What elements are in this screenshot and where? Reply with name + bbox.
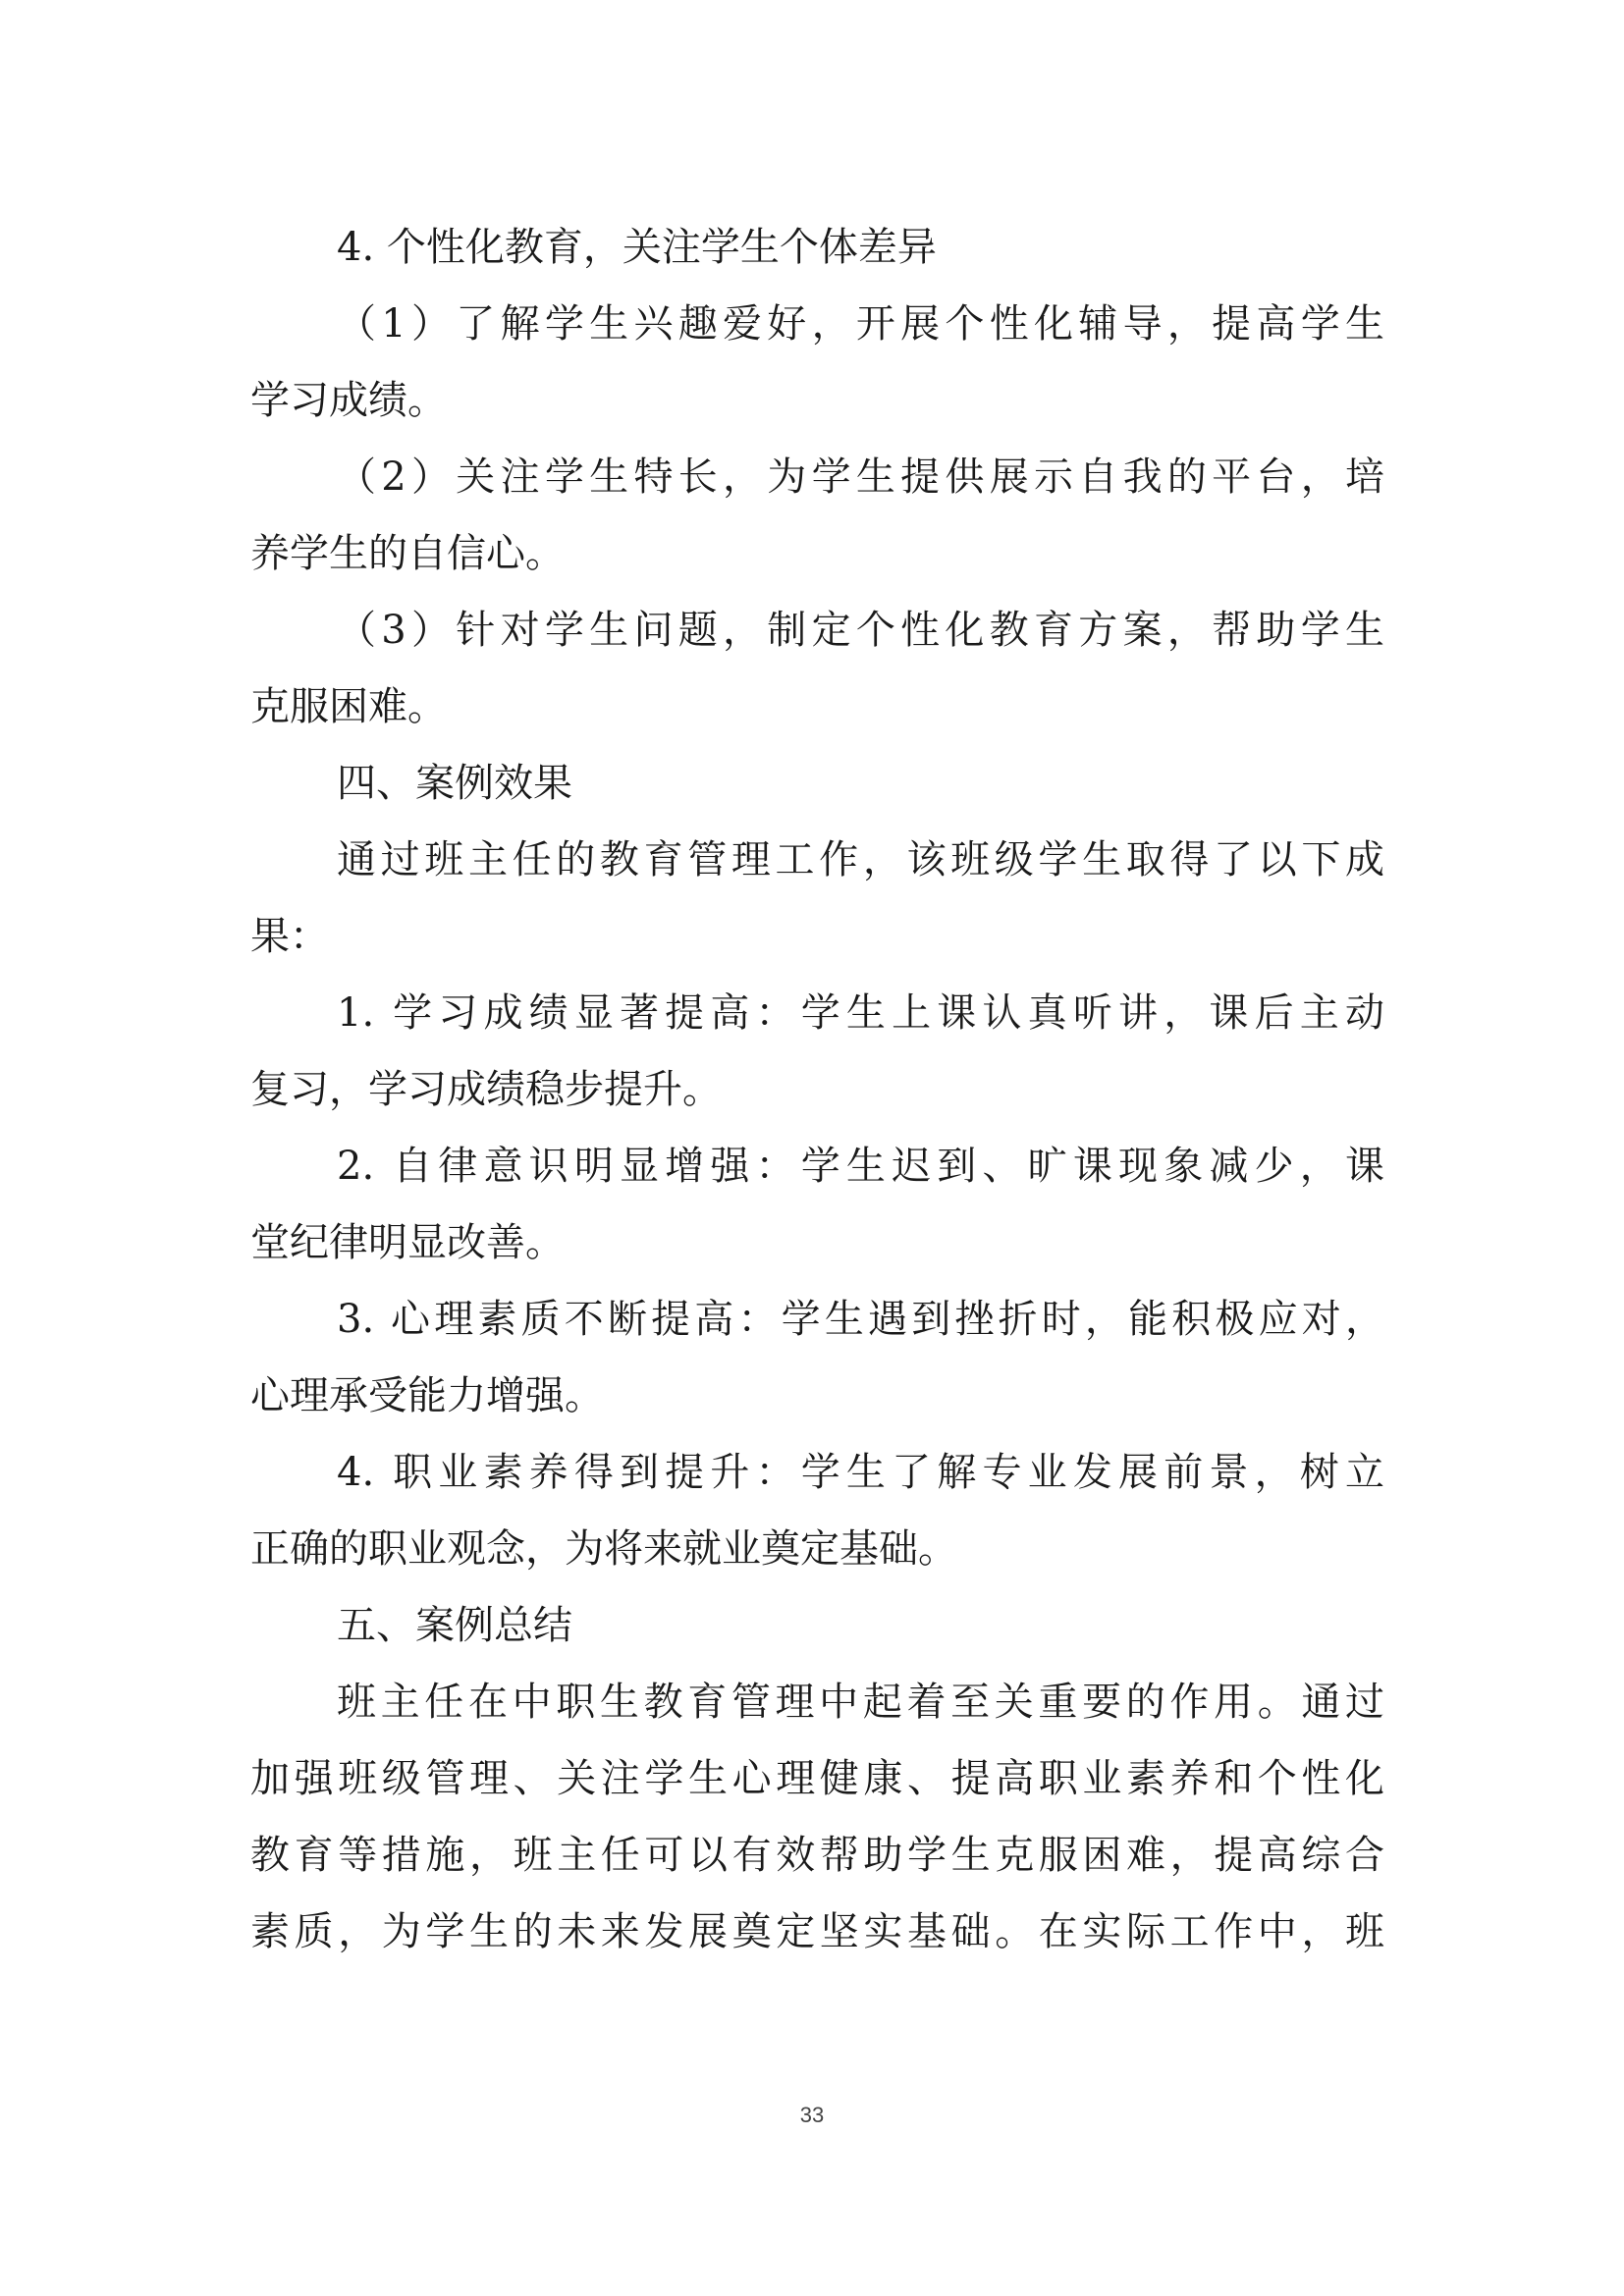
paragraph-line: 教育等措施，班主任可以有效帮助学生克服困难，提高综合 — [250, 1833, 1384, 1878]
list-item-line: 正确的职业观念，为将来就业奠定基础。 — [250, 1526, 957, 1572]
list-item-line: 4. 职业素养得到提升：学生了解专业发展前景，树立 — [337, 1450, 1384, 1495]
list-item-line: 堂纪律明显改善。 — [250, 1220, 565, 1265]
list-item-line: 3. 心理素质不断提高：学生遇到挫折时，能积极应对， — [337, 1297, 1384, 1342]
subheading-individualized-education: 4. 个性化教育，关注学生个体差异 — [337, 225, 937, 270]
paragraph-line: 克服困难。 — [250, 684, 447, 729]
paragraph-line: 学习成绩。 — [250, 378, 447, 423]
paragraph-line: 班主任在中职生教育管理中起着至关重要的作用。通过 — [337, 1680, 1384, 1725]
body-text — [250, 209, 1384, 1970]
section-heading-case-effect: 四、案例效果 — [337, 761, 572, 806]
paragraph-line: （3）针对学生问题，制定个性化教育方案，帮助学生 — [337, 608, 1384, 653]
list-item-line: 心理承受能力增强。 — [250, 1373, 604, 1418]
paragraph-line: 素质，为学生的未来发展奠定坚实基础。在实际工作中，班 — [250, 1909, 1384, 1954]
list-item-line: 1. 学习成绩显著提高：学生上课认真听讲，课后主动 — [337, 990, 1384, 1036]
list-item-line: 2. 自律意识明显增强：学生迟到、旷课现象减少，课 — [337, 1144, 1384, 1189]
paragraph-line: （2）关注学生特长，为学生提供展示自我的平台，培 — [337, 454, 1384, 500]
paragraph-line: （1）了解学生兴趣爱好，开展个性化辅导，提高学生 — [337, 301, 1384, 347]
paragraph-line: 通过班主任的教育管理工作，该班级学生取得了以下成 — [337, 837, 1384, 882]
section-heading-case-summary: 五、案例总结 — [337, 1603, 572, 1648]
paragraph-line: 养学生的自信心。 — [250, 531, 565, 576]
paragraph-line: 果： — [250, 914, 329, 959]
paragraph-line: 加强班级管理、关注学生心理健康、提高职业素养和个性化 — [250, 1756, 1384, 1801]
list-item-line: 复习，学习成绩稳步提升。 — [250, 1067, 722, 1112]
page-number: 33 — [799, 2103, 825, 2127]
